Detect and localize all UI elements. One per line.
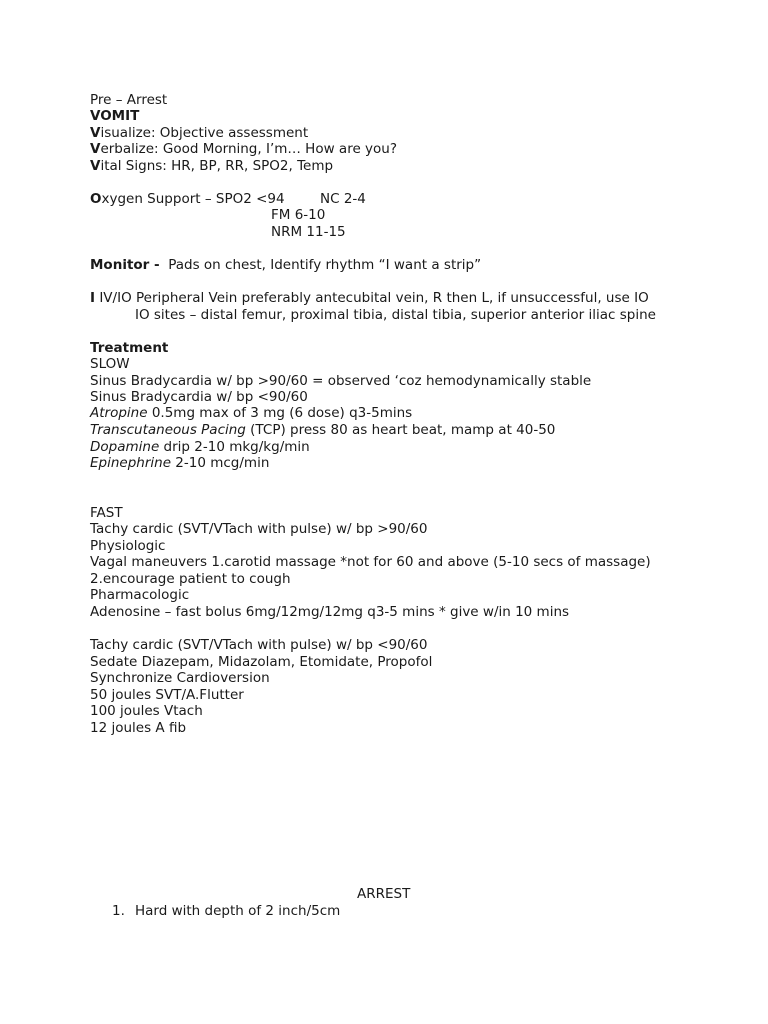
slow-label: SLOW [90, 356, 130, 372]
unstable-line-4: 50 joules SVT/A.Flutter [90, 687, 244, 703]
pacing-line: Transcutaneous Pacing (TCP) press 80 as heart beat, mamp at 40-50 [90, 422, 556, 438]
fast-line-1: Tachy cardic (SVT/VTach with pulse) w/ bp >90/60 [90, 521, 428, 537]
vital-signs-line: Vital Signs: HR, BP, RR, SPO2, Temp [90, 158, 334, 174]
oxygen-nrm: NRM 11-15 [271, 224, 346, 240]
visualize-line: Visualize: Objective assessment [90, 125, 309, 141]
oxygen-fm: FM 6-10 [271, 207, 326, 223]
monitor-line: Monitor - Pads on chest, Identify rhythm “I want a strip” [90, 257, 482, 273]
arrest-heading: ARREST [357, 886, 411, 902]
iv-io-line: I IV/IO Peripheral Vein preferably antecubital vein, R then L, if unsuccessful, use IO [90, 290, 649, 306]
atropine-line: Atropine 0.5mg max of 3 mg (6 dose) q3-5mins [90, 405, 413, 421]
fast-line-3: Vagal maneuvers 1.carotid massage *not for 60 and above (5-10 secs of massage) [90, 554, 651, 570]
vomit-heading: VOMIT [90, 108, 140, 124]
fast-line-2: Physiologic [90, 538, 166, 554]
unstable-line-3: Synchronize Cardioversion [90, 670, 270, 686]
unstable-line-5: 100 joules Vtach [90, 703, 203, 719]
treatment-heading: Treatment [90, 340, 169, 356]
fast-label: FAST [90, 505, 123, 521]
fast-line-5: Pharmacologic [90, 587, 190, 603]
arrest-item-text: Hard with depth of 2 inch/5cm [135, 903, 341, 919]
verbalize-line: Verbalize: Good Morning, I’m… How are you? [90, 141, 398, 157]
unstable-line-1: Tachy cardic (SVT/VTach with pulse) w/ bp <90/60 [90, 637, 428, 653]
slow-line-1: Sinus Bradycardia w/ bp >90/60 = observed ‘coz hemodynamically stable [90, 373, 592, 389]
fast-line-6: Adenosine – fast bolus 6mg/12mg/12mg q3-5 mins * give w/in 10 mins [90, 604, 570, 620]
io-sites-line: IO sites – distal femur, proximal tibia, distal tibia, superior anterior iliac spine [135, 307, 656, 323]
oxygen-nc: NC 2-4 [320, 191, 366, 207]
fast-line-4: 2.encourage patient to cough [90, 571, 291, 587]
slow-line-2: Sinus Bradycardia w/ bp <90/60 [90, 389, 308, 405]
unstable-line-6: 12 joules A fib [90, 720, 187, 736]
oxygen-support-line: Oxygen Support – SPO2 <94 [90, 191, 285, 207]
pre-arrest-heading: Pre – Arrest [90, 92, 168, 108]
epinephrine-line: Epinephrine 2-10 mcg/min [90, 455, 270, 471]
arrest-item-number: 1. [112, 903, 125, 919]
dopamine-line: Dopamine drip 2-10 mkg/kg/min [90, 439, 310, 455]
unstable-line-2: Sedate Diazepam, Midazolam, Etomidate, Propofol [90, 654, 433, 670]
